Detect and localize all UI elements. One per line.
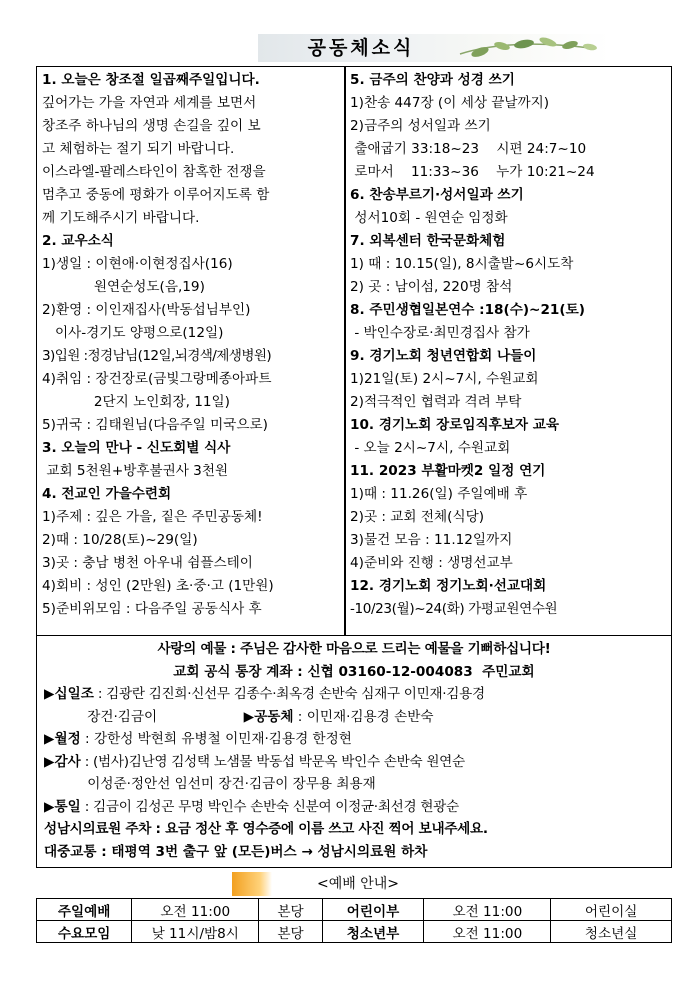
transit-notice: 대중교통 : 태평역 3번 출구 앞 (모든)버스 → 성남시의료원 하차 xyxy=(44,843,428,860)
news-heading: 12. 경기노회 정기노회·선교대회 xyxy=(350,578,547,594)
news-line: -10/23(월)~24(화) 가평교원연수원 xyxy=(350,601,558,617)
offering-line xyxy=(44,706,664,729)
news-line: 2)환영 : 이인재집사(박동섭님부인) xyxy=(42,302,251,318)
news-line: 교회 5천원+방후불권사 3천원 xyxy=(42,463,229,479)
table-cell: 주일예배 xyxy=(37,899,132,921)
bank-account: 교회 공식 통장 계좌 : 신협 03160-12-004083 주민교회 xyxy=(173,663,535,680)
news-line: 2)때 : 10/28(토)~29(일) xyxy=(42,532,198,548)
news-line: 2)금주의 성서일과 쓰기 xyxy=(350,118,491,134)
news-line: 2) 곳 : 남이섬, 220명 참석 xyxy=(350,279,513,295)
table-cell: 청소년부 xyxy=(322,921,424,943)
table-row xyxy=(37,899,672,921)
news-line: 4)취임 : 장건장로(금빛그랑메종아파트 xyxy=(42,371,272,387)
news-line: 1)찬송 447장 (이 세상 끝날까지) xyxy=(350,95,550,111)
news-heading: 3. 오늘의 만나 - 신도회별 식사 xyxy=(42,440,231,456)
offering-label: ▶월정 xyxy=(44,731,81,747)
news-heading: 5. 금주의 찬양과 성경 쓰기 xyxy=(350,72,515,88)
news-line: 3)입원 :정경남님(12일,뇌경색/제생병원) xyxy=(42,348,272,364)
column-divider xyxy=(344,66,346,636)
leaf-decoration-icon xyxy=(440,30,610,64)
news-line: 원연순성도(음,19) xyxy=(42,279,205,295)
news-heading: 11. 2023 부활마켓2 일정 연기 xyxy=(350,463,546,479)
offering-names: : 이민재·김용경 손반숙 xyxy=(293,708,434,725)
table-cell: 어린이실 xyxy=(551,899,672,921)
table-cell: 오전 11:00 xyxy=(424,921,551,943)
news-line: 깊어가는 가을 자연과 세계를 보면서 xyxy=(42,95,257,111)
news-line: 5)준비위모임 : 다음주일 공동식사 후 xyxy=(42,601,262,617)
news-heading: 2. 교우소식 xyxy=(42,233,114,249)
news-line: 4)회비 : 성인 (2만원) 초·중·고 (1만원) xyxy=(42,578,274,594)
table-cell: 낮 11시/밤8시 xyxy=(132,921,259,943)
offering-label: ▶감사 xyxy=(44,753,81,770)
left-column xyxy=(42,69,340,621)
news-heading: 7. 외복센터 한국문화체험 xyxy=(350,233,506,249)
offering-line xyxy=(44,796,664,819)
news-line: 4)준비와 진행 : 생명선교부 xyxy=(350,555,513,571)
table-cell: 어린이부 xyxy=(322,899,424,921)
table-cell: 본당 xyxy=(259,899,323,921)
news-line: 로마서 11:33~36 누가 10:21~24 xyxy=(350,164,595,180)
news-line: 성서10회 - 원연순 임정화 xyxy=(350,210,508,226)
news-line: 2단지 노인회장, 11일) xyxy=(42,394,230,410)
offering-line xyxy=(44,751,664,774)
news-line: 2)적극적인 협력과 격려 부탁 xyxy=(350,394,522,410)
offering-names: : 김광란 김진희·신선무 김종수·최옥경 손반숙 심재구 이민재·김용경 xyxy=(93,686,485,702)
news-heading: 8. 주민생협일본연수 :18(수)~21(토) xyxy=(350,302,585,318)
news-line: 2)곳 : 교회 전체(식당) xyxy=(350,509,485,525)
worship-table xyxy=(36,898,672,943)
offering-section xyxy=(44,638,664,863)
news-heading: 10. 경기노회 장로임직후보자 교육 xyxy=(350,417,559,433)
news-line: 1) 때 : 10.15(일), 8시출발~6시도착 xyxy=(350,256,574,272)
news-line: 멈추고 중동에 평화가 이루어지도록 함 xyxy=(42,187,270,203)
parking-notice: 성남시의료원 주차 : 요금 정산 후 영수증에 이름 쓰고 사진 찍어 보내주세요. xyxy=(44,821,488,837)
news-line: 1)주제 : 깊은 가을, 짙은 주민공동체! xyxy=(42,509,263,525)
news-heading: 6. 찬송부르기·성서일과 쓰기 xyxy=(350,187,524,203)
table-cell: 오전 11:00 xyxy=(132,899,259,921)
offering-names: : 강한성 박현희 유병철 이민재·김용경 한정현 xyxy=(80,731,352,747)
table-cell: 청소년실 xyxy=(551,921,672,943)
offering-label: ▶통일 xyxy=(44,798,81,815)
news-line: - 오늘 2시~7시, 수원교회 xyxy=(350,440,511,456)
news-line: 고 체험하는 절기 되기 바랍니다. xyxy=(42,141,235,157)
offering-names: 장건·김금이 xyxy=(44,708,244,725)
offering-names: 이성준·정안선 임선미 장건·김금이 장무용 최용재 xyxy=(44,776,376,792)
offering-names: : (범사)김난영 김성택 노샘물 박동섭 박문옥 박인수 손반숙 원연순 xyxy=(80,753,465,770)
news-line: 1)21일(토) 2시~7시, 수원교회 xyxy=(350,371,539,387)
news-line: - 박인수장로·최민경집사 참가 xyxy=(350,325,530,341)
table-cell: 수요모임 xyxy=(37,921,132,943)
news-heading: 9. 경기노회 청년연합회 나들이 xyxy=(350,348,537,364)
news-line: 3)물건 모음 : 11.12일까지 xyxy=(350,532,513,548)
offering-line xyxy=(44,773,664,796)
offering-label: ▶공동체 xyxy=(243,708,294,725)
news-line: 3)곳 : 충남 병천 아우내 쉼플스테이 xyxy=(42,555,253,571)
page-title: 공동체소식 xyxy=(307,37,415,59)
table-cell: 오전 11:00 xyxy=(424,899,551,921)
news-line: 이사-경기도 양평으로(12일) xyxy=(42,325,224,341)
news-line: 께 기도해주시기 바랍니다. xyxy=(42,210,200,226)
offering-names: : 김금이 김성곤 무명 박인수 손반숙 신분여 이정균·최선경 현광순 xyxy=(80,798,459,815)
news-line: 5)귀국 : 김태원님(다음주일 미국으로) xyxy=(42,417,268,433)
news-line: 창조주 하나님의 생명 손길을 깊이 보 xyxy=(42,118,261,134)
table-cell: 본당 xyxy=(259,921,323,943)
news-line: 1)생일 : 이현애·이현정집사(16) xyxy=(42,256,233,272)
news-line: 출애굽기 33:18~23 시편 24:7~10 xyxy=(350,141,587,157)
news-line: 1. 오늘은 창조절 일곱째주일입니다. xyxy=(42,72,260,88)
right-column xyxy=(350,69,668,621)
worship-header-bar xyxy=(232,872,272,896)
news-line: 이스라엘-팔레스타인이 참혹한 전쟁을 xyxy=(42,164,266,180)
news-heading: 4. 전교인 가을수련회 xyxy=(42,486,172,502)
table-row xyxy=(37,921,672,943)
worship-title: <예배 안내> xyxy=(316,876,399,892)
news-line: 1)때 : 11.26(일) 주일예배 후 xyxy=(350,486,528,502)
offering-line xyxy=(44,683,664,706)
offering-title: 사랑의 예물 : 주님은 감사한 마음으로 드리는 예물을 기뻐하십니다! xyxy=(157,641,551,657)
offering-label: ▶십일조 xyxy=(44,686,94,702)
offering-line xyxy=(44,728,664,751)
